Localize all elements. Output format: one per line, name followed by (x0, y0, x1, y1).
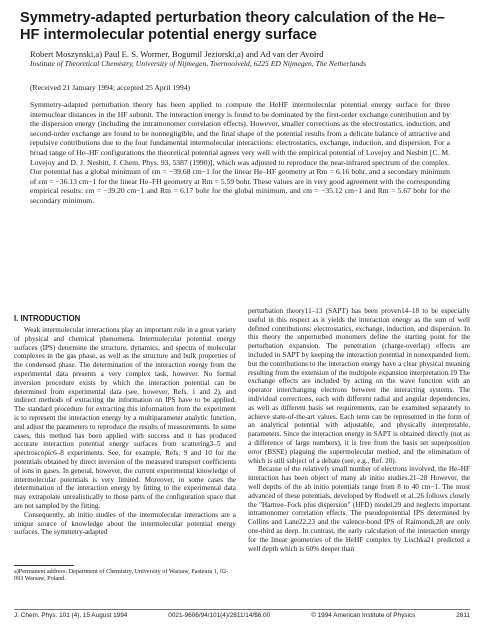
footer-divider (14, 609, 470, 610)
copyright-notice: © 1994 American Institute of Physics (311, 612, 416, 619)
journal-citation: J. Chem. Phys. 101 (4), 15 August 1994 (14, 612, 128, 619)
left-column (14, 326, 236, 556)
right-column (248, 307, 470, 596)
footnote-divider (14, 565, 74, 566)
affiliation: Institute of Theoretical Chemistry, University of Nijmegen, Toernooiveld, 6225 ED Nijmegen, The Netherlands (30, 59, 367, 68)
paragraph: Because of the relatively small number of electrons involved, the He–HF interaction has been object of many ab initio studies.21–28 However, the well depths of the ab initio potentials range from 8 to 40 cm−1. The most advanced of these potentials, developed by Rodwell et al.,26 follows closely the "Hartree–Fock plus dispersion" (HFD) model,29 and neglects important intramonomer correlation effects. The pseudopotential IPS determined by Collins and Lane22,23 and the valence-bond IPS of Raimondi,28 are only one-third as deep. In contrast, the early calculation of the interaction energy for the linear geometries of the HeHF complex by Lischka21 predicted a well depth which is 60% deeper than (248, 465, 470, 553)
article-code: 0021-9606/94/101(4)/2811/14/$6.00 (168, 612, 271, 619)
author-list: Robert Moszynski,a) Paul E. S. Wormer, Bogumil Jeziorski,a) and Ad van der Avoird (30, 49, 324, 59)
abstract: Symmetry-adapted perturbation theory has been applied to compute the HeHF intermolecular potential energy surface for three internuclear distances in the HF subunit. The interaction energy is found to be dominated by the first-order exchange contribution and by the dispersion energy (including the intramonomer correlation effects). However, smaller corrections as the electrostatics, induction, and second-order exchange are found to be nonnegligible, and the final shape of the potential results from a delicate balance of attractive and repulsive contributions due to the four fundamental intermolecular interactions: electrostatics, exchange, induction, and dispersion. For a broad range of He–HF configurations the theoretical potential agrees very well with the empirical potential of Lovejoy and Nesbitt [C. M. Lovejoy and D. J. Nesbitt, J. Chem. Phys. 93, 5387 (1990)], which was adjusted to reproduce the near-infrared spectrum of the complex. Our potential has a global minimum of εm = −39.68 cm−1 for the linear He–HF geometry at Rm = 6.16 bohr, and a secondary minimum of εm = −36.13 cm−1 for the linear He–FH geometry at Rm = 5.59 bohr. These values are in very good agreement with the corresponding empirical results: εm = −39.20 cm−1 and Rm = 6.17 bohr for the global minimum, and εm = −35.12 cm−1 and Rm = 5.67 bohr for the secondary minimum. (30, 100, 450, 205)
received-dates: (Received 21 January 1994; accepted 25 April 1994) (30, 83, 191, 92)
paper-title: Symmetry-adapted perturbation theory calculation of the He–HF intermolecular potential energy surface (20, 10, 445, 43)
paragraph: Consequently, ab initio studies of the intermolecular interactions are a unique source of knowledge about the intermolecular potential energy surfaces. The symmetry-adapted (14, 510, 236, 537)
page-footer (14, 612, 470, 620)
paragraph: perturbation theory11–13 (SAPT) has been proven14–18 to be especially useful in this respect as it yields the interaction energy as the sum of well defined contributions: electrostatics, exchange, induction, and dispersion. In this theory the unperturbed monomers define the starting point for the perturbation expansion. The penetration (charge-overlap) effects are included in SAPT by keeping the interaction potential in nonexpanded form, but the contributions to the interaction energy have a clear physical meaning resulting from the extension of the multipole expansion interpretation.19 The exchange effects are included by acting on the wave function with an operator interchanging electrons between the interacting systems. The individual corrections, each with different radial and angular dependencies, as well as different basis set requirements, can be examined separately to achieve state-of-the-art values. Each term can be represented in the form of an analytical potential with adjustable, and physically interpretable, parameters. Since the interaction energy in SAPT is obtained directly (not as a difference of large numbers), it is free from the basis set superposition error (BSSE) plaguing the supermolecular method, and the elimination of which is still subject of a debate (see, e.g., Ref. 20). (248, 307, 470, 465)
paragraph: Weak intermolecular interactions play an important role in a great variety of physical and chemical phenomena. Intermolecular potential energy surfaces (IPS) determine the structure, dynamics, and spectra of molecular complexes in the gas phase, as well as the structure and bulk properties of the condensed phase. The determination of the interaction energy from the experimental data presents a very complex task, however. No formal inversion procedure exists by which the interaction potential can be determined from experimental data (see, however, Refs. 1 and 2), and indirect methods of extracting the information on IPS have to be applied. The standard procedure for extracting this information from the experiment is to represent the interaction energy by a multiparameter analytic function, and adjust the parameters to reproduce the results of measurements. In some cases, this method has been applied with success and it has produced accurate interaction potential energy surfaces from scattering3–5 and spectroscopic6–8 experiments. See, for example, Refs. 9 and 10 for the potentials obtained by direct inversion of the measured transport coefficients of ions in gases. In general, however, the current experimental knowledge of intermolecular potentials is very limited. Moreover, in some cases the determination of the interaction energy by fitting to the experimental data may extrapolate unrealistically to those parts of the configuration space that are not sampled by the fitting. (14, 326, 236, 510)
section-heading-introduction: I. INTRODUCTION (14, 314, 81, 323)
footnote: a)Permanent address: Department of Chemistry, University of Warsaw, Pasteura 1, 02-093 Warsaw, Poland. (14, 568, 229, 583)
page-number: 2811 (456, 612, 470, 619)
